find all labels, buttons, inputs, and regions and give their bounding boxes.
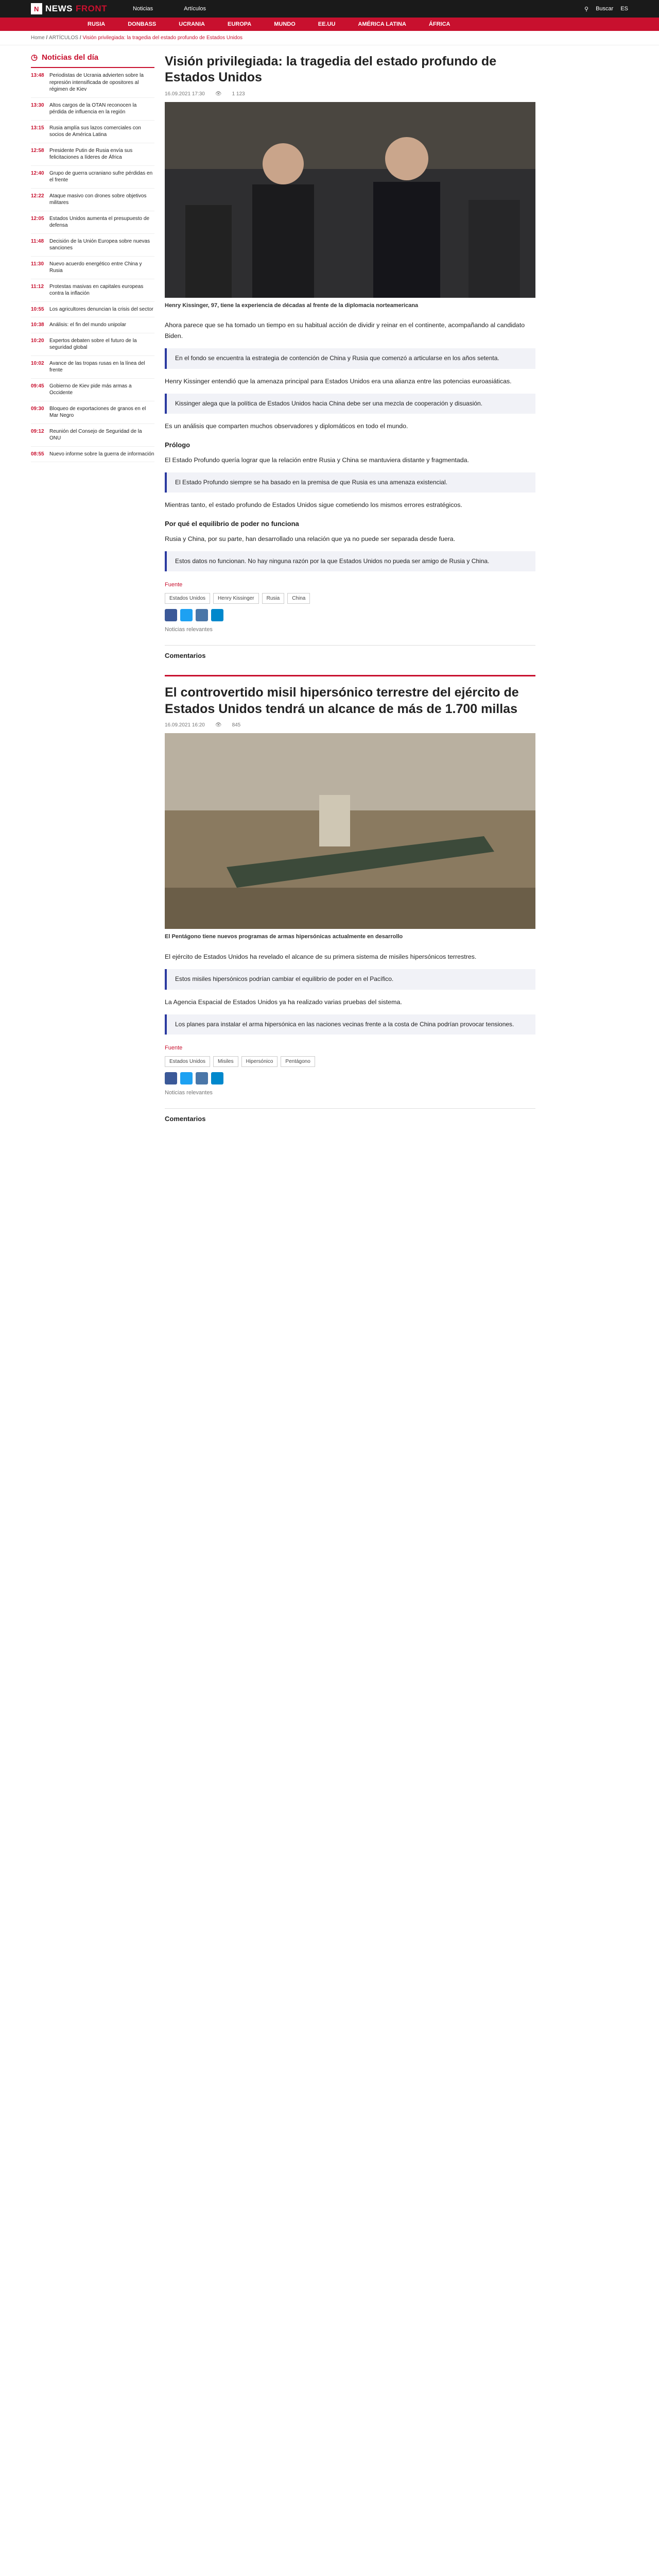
news-time: 11:48: [31, 238, 44, 244]
list-item[interactable]: [31, 211, 154, 234]
top-link-articles[interactable]: Artículos: [184, 6, 206, 12]
news-time: 08:55: [31, 451, 44, 457]
nav-item-europa[interactable]: EUROPA: [227, 21, 252, 27]
quote-block: Los planes para instalar el arma hipersónica en las naciones vecinas frente a la costa de China podrían provocar tensiones.: [165, 1014, 535, 1035]
news-time: 12:40: [31, 170, 44, 176]
views-icon: 👁: [215, 91, 222, 97]
search-icon[interactable]: ⚲: [584, 6, 589, 12]
tag[interactable]: Hipersónico: [241, 1056, 278, 1067]
vk-icon[interactable]: [196, 609, 208, 621]
logo[interactable]: [31, 3, 107, 14]
news-time: 10:02: [31, 360, 44, 366]
source-link[interactable]: Fuente: [165, 582, 183, 588]
twitter-icon[interactable]: [180, 1072, 193, 1084]
news-time: 12:22: [31, 193, 44, 199]
article-title: Visión privilegiada: la tragedia del estado profundo de Estados Unidos: [165, 54, 497, 85]
breadcrumb-separator: /: [44, 35, 49, 41]
nav-item-mundo[interactable]: MUNDO: [274, 21, 296, 27]
top-link-news[interactable]: Noticias: [133, 6, 153, 12]
share-buttons: [165, 1072, 535, 1084]
news-text[interactable]: Ataque masivo con drones sobre objetivos militares: [49, 193, 147, 206]
facebook-icon[interactable]: [165, 609, 177, 621]
main-nav: [0, 18, 659, 31]
related-label: Noticias relevantes: [165, 1090, 213, 1096]
related-label: Noticias relevantes: [165, 626, 213, 633]
paragraph: El Estado Profundo quería lograr que la relación entre Rusia y China se mantuviera distante y fragmentada.: [165, 456, 469, 464]
quote-block: Kissinger alega que la política de Estados Unidos hacia China debe ser una mezcla de cooperación y disuasión.: [165, 394, 535, 414]
photo-illustration: [165, 733, 535, 929]
paragraph: Ahora parece que se ha tomado un tiempo en su habitual acción de dividir y reinar en el continente, acompañando al candidato Biden.: [165, 321, 525, 340]
article-column: [165, 45, 535, 1123]
paragraph: La Agencia Espacial de Estados Unidos ya ha realizado varias pruebas del sistema.: [165, 998, 402, 1006]
news-text[interactable]: Decisión de la Unión Europea sobre nuevas sanciones: [49, 238, 150, 251]
list-item[interactable]: [31, 68, 154, 98]
comments-heading: Comentarios: [165, 645, 535, 659]
right-column: [546, 45, 659, 1123]
news-time: 09:30: [31, 405, 44, 412]
news-text[interactable]: Expertos debaten sobre el futuro de la seguridad global: [49, 337, 137, 350]
section-heading: Prólogo: [165, 440, 190, 449]
nav-item-ucrania[interactable]: UCRANIA: [179, 21, 205, 27]
article-meta: [165, 722, 535, 733]
tag[interactable]: Estados Unidos: [165, 593, 210, 604]
sidebar-title-text: Noticias del día: [42, 53, 99, 62]
telegram-icon[interactable]: [211, 609, 223, 621]
source-link[interactable]: Fuente: [165, 1045, 183, 1052]
news-time: 11:30: [31, 261, 44, 267]
list-item[interactable]: [31, 121, 154, 143]
tag[interactable]: Estados Unidos: [165, 1056, 210, 1067]
section-heading: Por qué el equilibrio de poder no funciona: [165, 519, 299, 528]
breadcrumb-separator: /: [78, 35, 83, 41]
facebook-icon[interactable]: [165, 1072, 177, 1084]
news-time: 12:05: [31, 215, 44, 222]
logo-text: NEWS: [45, 4, 73, 13]
article-title: El controvertido misil hipersónico terrestre del ejército de Estados Unidos tendrá un alcance de más de 1.700 millas: [165, 685, 519, 716]
sidebar-title: [31, 49, 154, 68]
news-text[interactable]: Nuevo informe sobre la guerra de información: [49, 451, 154, 457]
language-selector[interactable]: ES: [620, 6, 628, 12]
news-time: 09:45: [31, 383, 44, 389]
list-item[interactable]: [31, 302, 154, 318]
tag[interactable]: Pentágono: [281, 1056, 315, 1067]
breadcrumb: [0, 31, 659, 45]
list-item[interactable]: [31, 279, 154, 302]
photo-illustration: [165, 102, 535, 298]
news-text[interactable]: Bloqueo de exportaciones de granos en el Mar Negro: [49, 405, 146, 418]
comments-heading: Comentarios: [165, 1108, 535, 1123]
news-time: 13:30: [31, 102, 44, 108]
article-views: 845: [232, 722, 241, 728]
news-text[interactable]: Presidente Putin de Rusia envía sus felicitaciones a líderes de África: [49, 147, 133, 160]
logo-icon: N: [31, 3, 42, 14]
paragraph: El ejército de Estados Unidos ha revelado el alcance de su primera sistema de misiles hipersónicos terrestres.: [165, 953, 477, 960]
nav-item-donbass[interactable]: DONBASS: [128, 21, 157, 27]
list-item[interactable]: [31, 401, 154, 424]
nav-item-rusia[interactable]: RUSIA: [88, 21, 106, 27]
tag-list: [165, 593, 535, 604]
news-time: 13:48: [31, 73, 44, 78]
list-item[interactable]: [31, 166, 154, 189]
article-date: 16.09.2021 16:20: [165, 722, 205, 728]
news-time: 10:20: [31, 337, 44, 344]
news-text[interactable]: Reunión del Consejo de Seguridad de la ONU: [49, 428, 142, 441]
news-text[interactable]: Grupo de guerra ucraniano sufre pérdidas en el frente: [49, 170, 153, 183]
news-time: 13:15: [31, 125, 44, 131]
news-time: 11:12: [31, 283, 44, 290]
list-item[interactable]: [31, 333, 154, 356]
quote-block: Estos datos no funcionan. No hay ninguna razón por la que Estados Unidos no pueda ser amigo de Rusia y China.: [165, 551, 535, 571]
clock-icon: ◷: [31, 53, 38, 62]
twitter-icon[interactable]: [180, 609, 193, 621]
nav-item-africa[interactable]: ÁFRICA: [428, 21, 450, 27]
news-text[interactable]: Análisis: el fin del mundo unipolar: [49, 322, 126, 328]
list-item[interactable]: [31, 234, 154, 257]
tag-list: [165, 1056, 535, 1067]
quote-block: Estos misiles hipersónicos podrían cambiar el equilibrio de poder en el Pacífico.: [165, 969, 535, 989]
news-text[interactable]: Avance de las tropas rusas en la línea del frente: [49, 360, 145, 373]
news-time: 09:12: [31, 428, 44, 434]
vk-icon[interactable]: [196, 1072, 208, 1084]
tag[interactable]: Misiles: [213, 1056, 238, 1067]
list-item[interactable]: [31, 257, 154, 279]
list-item[interactable]: [31, 379, 154, 401]
list-item[interactable]: [31, 98, 154, 121]
news-text[interactable]: Estados Unidos aumenta el presupuesto de defensa: [49, 215, 150, 228]
telegram-icon[interactable]: [211, 1072, 223, 1084]
news-text[interactable]: Rusia amplía sus lazos comerciales con socios de América Latina: [49, 125, 141, 138]
article-views: 1 123: [232, 91, 245, 97]
nav-item-america-latina[interactable]: AMÉRICA LATINA: [358, 21, 406, 27]
list-item[interactable]: [31, 447, 154, 463]
article-1: [165, 45, 535, 659]
news-text[interactable]: Altos cargos de la OTAN reconocen la pérdida de influencia en la región: [49, 102, 137, 115]
news-text[interactable]: Nuevo acuerdo energético entre China y Rusia: [49, 261, 142, 274]
photo-caption: Henry Kissinger, 97, tiene la experiencia de décadas al frente de la diplomacia norteamericana: [165, 302, 419, 309]
nav-item-eeuu[interactable]: EE.UU: [318, 21, 336, 27]
quote-block: En el fondo se encuentra la estrategia de contención de China y Rusia que comenzó a articularse en los años setenta.: [165, 348, 535, 368]
photo-caption: El Pentágono tiene nuevos programas de armas hipersónicas actualmente en desarrollo: [165, 933, 403, 940]
news-time: 12:58: [31, 147, 44, 154]
article-2: [165, 675, 535, 1123]
breadcrumb-current: Visión privilegiada: la tragedia del estado profundo de Estados Unidos: [82, 35, 243, 41]
news-text[interactable]: Los agricultores denuncian la crisis del sector: [49, 306, 153, 312]
share-buttons: [165, 609, 535, 621]
paragraph: Henry Kissinger entendió que la amenaza principal para Estados Unidos era una alianza entre las potencias euroasiáticas.: [165, 377, 512, 385]
article-photo: [165, 733, 535, 929]
breadcrumb-home[interactable]: Home: [31, 35, 45, 41]
top-bar: [0, 0, 659, 18]
news-text[interactable]: Periodistas de Ucrania advierten sobre la represión intensificada de opositores al régimen de Kiev: [49, 73, 144, 92]
list-item[interactable]: [31, 189, 154, 211]
article-date: 16.09.2021 17:30: [165, 91, 205, 97]
paragraph: Rusia y China, por su parte, han desarrollado una relación que ya no puede ser separada desde fuera.: [165, 535, 456, 543]
sidebar-news: [31, 45, 154, 540]
tag[interactable]: Henry Kissinger: [213, 593, 259, 604]
logo-text-red: FRONT: [76, 4, 108, 13]
paragraph: Mientras tanto, el estado profundo de Estados Unidos sigue cometiendo los mismos errores estratégicos.: [165, 501, 462, 509]
quote-block: El Estado Profundo siempre se ha basado en la premisa de que Rusia es una amenaza existencial.: [165, 472, 535, 493]
list-item[interactable]: [31, 356, 154, 379]
list-item[interactable]: [31, 424, 154, 447]
list-item[interactable]: [31, 317, 154, 333]
news-time: 10:55: [31, 306, 44, 312]
news-text[interactable]: Gobierno de Kiev pide más armas a Occidente: [49, 383, 132, 396]
article-meta: [165, 91, 535, 102]
news-text[interactable]: Protestas masivas en capitales europeas contra la inflación: [49, 283, 144, 296]
tag[interactable]: China: [287, 593, 310, 604]
paragraph: Es un análisis que comparten muchos observadores y diplomáticos en todo el mundo.: [165, 422, 408, 430]
breadcrumb-section[interactable]: ARTÍCULOS: [49, 35, 79, 41]
list-item[interactable]: [31, 143, 154, 166]
views-icon: 👁: [215, 722, 222, 728]
article-photo: [165, 102, 535, 298]
news-time: 10:38: [31, 322, 44, 328]
tag[interactable]: Rusia: [262, 593, 285, 604]
search-label[interactable]: Buscar: [596, 6, 614, 12]
